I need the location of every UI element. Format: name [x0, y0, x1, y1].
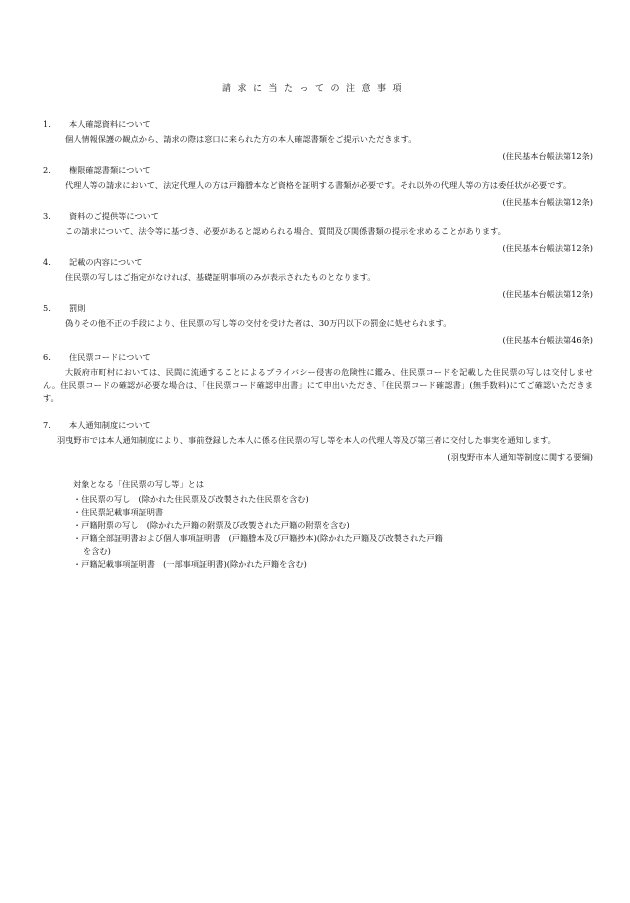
section-reference: (住民基本台帳法第46条): [502, 335, 593, 345]
section-number: 7.: [43, 420, 51, 430]
section-number: 6.: [43, 352, 51, 362]
section-number: 4.: [43, 257, 51, 267]
section-6: [43, 351, 593, 405]
section-2: [43, 164, 593, 209]
section-number: 2.: [43, 165, 51, 175]
section-5: [43, 302, 593, 347]
list-item-continuation: を含む): [83, 546, 111, 556]
list-item: ・住民票記載事項証明書: [73, 507, 164, 517]
section-4: [43, 256, 593, 301]
section-body: 代理人等の請求において、法定代理人の方は戸籍謄本など資格を証明する書類が必要です。それ以外の代理人等の方は委任状が必要です。: [65, 180, 572, 190]
section-reference: (住民基本台帳法第12条): [502, 197, 593, 207]
section-heading-text: 資料のご提供等について: [69, 211, 159, 221]
section-number: 5.: [43, 303, 51, 313]
section-body: この請求について、法令等に基づき、必要があると認められる場合、質問及び関係書類の提示を求めることがあります。: [65, 226, 506, 236]
section-heading: [43, 118, 593, 131]
section-body: 大阪府市町村においては、民間に流通することによるプライバシー侵害の危険性に鑑み、住民票コードを記載した住民票の写しは交付しません。住民票コードの確認が必要な場合は、「住民票コード確認申出書」にて申出いただき、「住民票コード確認書」(無手数料)にてご確認いただきます。: [43, 367, 593, 403]
list-item: ・戸籍附票の写し (除かれた戸籍の附票及び改製された戸籍の附票を含む): [73, 520, 350, 530]
section-heading-text: 権限確認書類について: [69, 165, 151, 175]
section-body: 羽曳野市では本人通知制度により、事前登録した本人に係る住民票の写し等を本人の代理人等及び第三者に交付した事実を通知します。: [57, 435, 556, 445]
section-7: [43, 419, 593, 464]
section-heading-text: 罰則: [69, 303, 86, 313]
target-documents: [43, 478, 593, 571]
section-heading: [43, 210, 593, 223]
section-heading-text: 本人通知制度について: [69, 420, 151, 430]
target-title: 対象となる「住民票の写し等」とは: [73, 479, 205, 489]
section-reference: (羽曳野市本人通知等制度に関する要綱): [447, 452, 593, 462]
section-heading: [43, 302, 593, 315]
section-heading-text: 住民票コードについて: [69, 352, 151, 362]
section-heading: [43, 256, 593, 269]
section-number: 3.: [43, 211, 51, 221]
section-body: 偽りその他不正の手段により、住民票の写し等の交付を受けた者は、30万円以下の罰金に処せられます。: [65, 318, 452, 328]
page-title: 請求に当たっての注意事項: [221, 84, 408, 94]
list-item: ・住民票の写し (除かれた住民票及び改製された住民票を含む): [73, 494, 309, 504]
section-heading: [43, 351, 593, 364]
section-heading: [43, 164, 593, 177]
section-1: [43, 118, 593, 163]
section-heading-text: 本人確認資料について: [69, 119, 151, 129]
list-item: ・戸籍記載事項証明書 (一部事項証明書)(除かれた戸籍を含む): [73, 559, 307, 569]
notice-content: [43, 118, 593, 571]
section-3: [43, 210, 593, 255]
section-heading-text: 記載の内容について: [69, 257, 143, 267]
section-reference: (住民基本台帳法第12条): [502, 243, 593, 253]
list-item: ・戸籍全部証明書および個人事項証明書 (戸籍謄本及び戸籍抄本)(除かれた戸籍及び改製された戸籍: [73, 533, 443, 543]
section-body: 個人情報保護の観点から、請求の際は窓口に来られた方の本人確認書類をご提示いただきます。: [65, 134, 417, 144]
section-reference: (住民基本台帳法第12条): [502, 289, 593, 299]
section-number: 1.: [43, 119, 51, 129]
section-body: 住民票の写しはご指定がなければ、基礎証明事項のみが表示されたものとなります。: [65, 272, 376, 282]
section-heading: [43, 419, 593, 432]
section-reference: (住民基本台帳法第12条): [502, 151, 593, 161]
